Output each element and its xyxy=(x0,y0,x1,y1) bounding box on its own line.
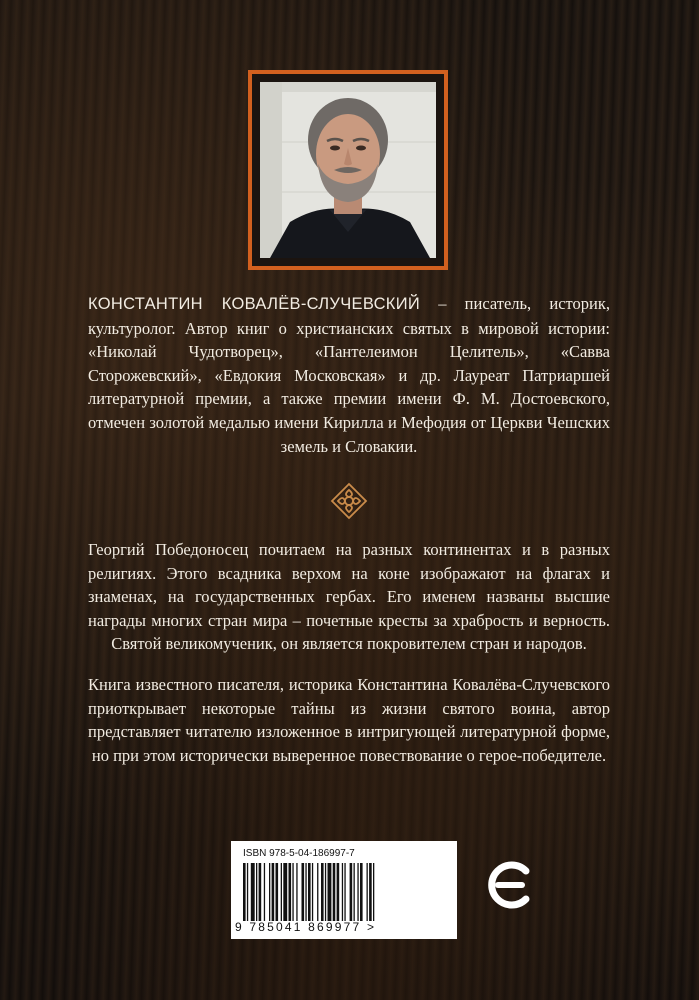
barcode-box xyxy=(231,841,457,939)
description-paragraph-1: Георгий Победоносец почитаем на разных континентах и в разных религиях. Этого всадника верхом на коне изображают на флагах и знаменах, на государственных гербах. Его именем названы высшие награды многих стран мира – почетные кресты за храбрость и верность. Святой великомученик, он является покровителем стран и народов. xyxy=(88,540,610,654)
description-paragraph-2: Книга известного писателя, историка Константина Ковалёва-Случевского приоткрывает некоторые тайны из жизни святого воина, автор представляет читателю изложенное в интригующей литературной форме, но при этом исторически выверенное повествование о герое-победителе. xyxy=(88,674,610,765)
eksmo-logo-icon xyxy=(486,857,532,913)
author-bio-text: – писатель, историк, культуролог. Автор книг о христианских святых в мировой истории: «Николай Чудотворец», «Пантелеимон Целитель», «Савва Сторожевский», «Евдокия Московская» и др. Лауреат Патриаршей литературной премии, а также премии имени Ф. М. Достоевского, отмечен золотой медалью имени Кирилла и Мефодия от Церкви Чешских земель и Словакии. xyxy=(88,294,610,456)
author-photo-frame xyxy=(248,70,448,270)
author-bio xyxy=(88,292,610,458)
barcode-bars xyxy=(243,863,443,923)
author-photo xyxy=(260,82,436,258)
book-description xyxy=(88,538,610,784)
barcode-digits: 9 785041 869977 > xyxy=(235,920,377,934)
isbn-text: ISBN 978-5-04-186997-7 xyxy=(243,848,355,859)
ornament-icon xyxy=(329,481,369,521)
author-name: КОНСТАНТИН КОВАЛЁВ-СЛУЧЕВСКИЙ xyxy=(88,295,421,313)
